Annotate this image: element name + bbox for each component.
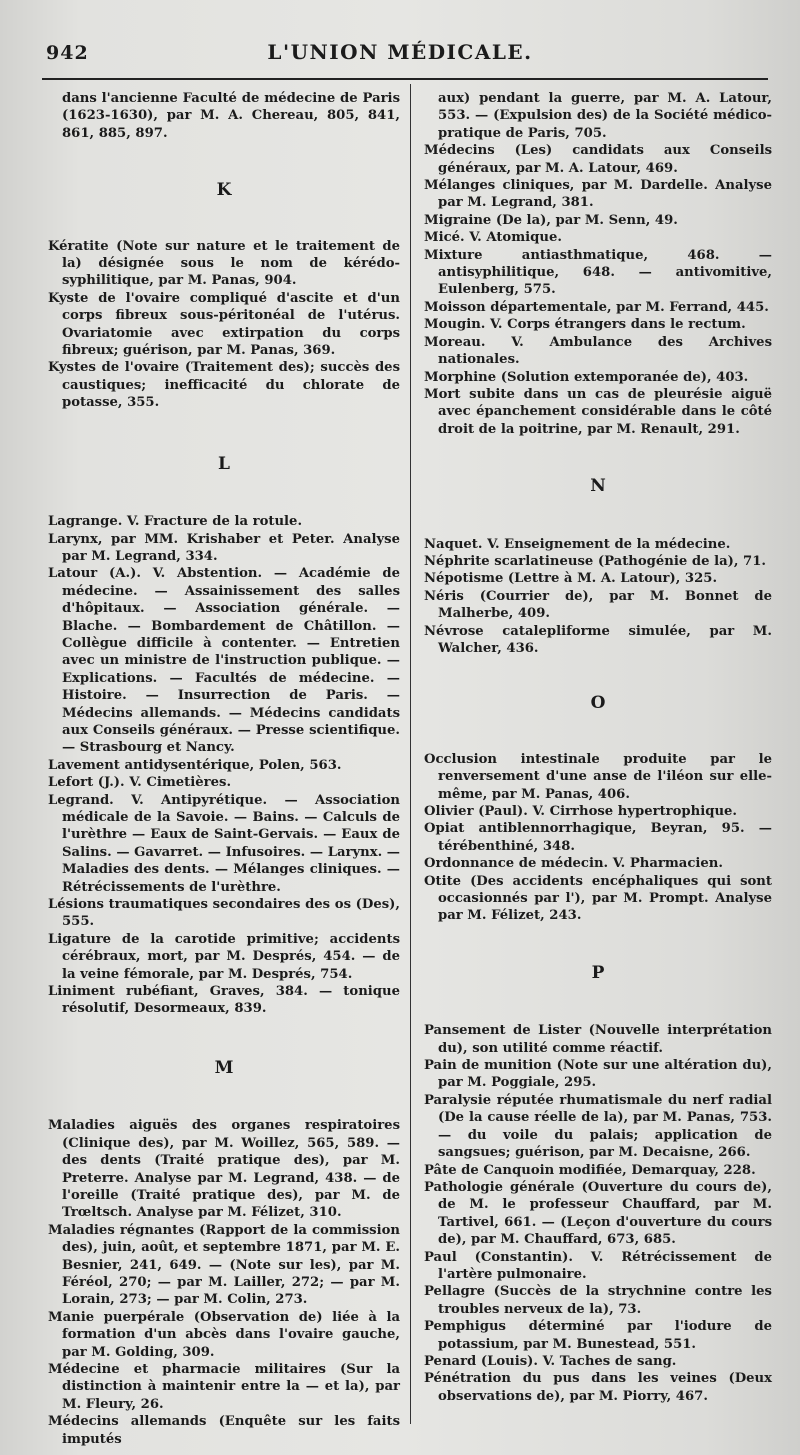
index-entry: Médecins (Les) candidats aux Conseils généraux, par M. A. Latour, 469. xyxy=(424,143,772,176)
column-divider xyxy=(410,84,411,1424)
index-entry: Lagrange. V. Fracture de la rotule. xyxy=(48,514,303,530)
index-entry: Legrand. V. Antipyrétique. — Association médicale de la Savoie. — Bains. — Calculs de l'urèthre — Eaux de Saint-Gervais. — Eaux de Salins. — Gavarret. — Infusoires. — Larynx. — Maladies des dents. — Mélanges cliniques. — Rétrécissements de l'urèthre. xyxy=(48,792,400,895)
section-letter-o: O xyxy=(590,693,606,714)
index-entry: Naquet. V. Enseignement de la médecine. xyxy=(424,536,731,552)
index-entry: Lavement antidysentérique, Polen, 563. xyxy=(48,757,342,773)
index-entry: Maladies aiguës des organes respiratoires (Clinique des), par M. Woillez, 565, 589. — des dents (Traité pratique des), par M. Preterre. Analyse par M. Legrand, 438. — de l'oreille (Traité pratique des), par M. de Trœltsch. Analyse par M. Félizet, 310. xyxy=(48,1118,400,1221)
index-entry: Occlusion intestinale produite par le renversement d'une anse de l'iléon sur elle-même, par M. Panas, 406. xyxy=(424,751,772,802)
index-entry: Pâte de Canquoin modifiée, Demarquay, 228. xyxy=(424,1162,756,1178)
index-entry: Kyste de l'ovaire compliqué d'ascite et d'un corps fibreux sous-péritonéal de l'utérus. Ovariatomie avec extirpation du corps fibreux; guérison, par M. Panas, 369. xyxy=(48,290,400,359)
index-entry: aux) pendant la guerre, par M. A. Latour, 553. — (Expulsion des) de la Société médico-pratique de Paris, 705. xyxy=(438,91,772,141)
index-entry: Manie puerpérale (Observation de) liée à la formation d'un abcès dans l'ovaire gauche, par M. Golding, 309. xyxy=(48,1309,400,1360)
index-entry: Lefort (J.). V. Cimetières. xyxy=(48,775,232,791)
index-entry: Mélanges cliniques, par M. Dardelle. Analyse par M. Legrand, 381. xyxy=(424,178,772,211)
index-entry: dans l'ancienne Faculté de médecine de Paris (1623-1630), par M. A. Chereau, 805, 841, 861, 885, 897. xyxy=(62,91,400,141)
index-entry: Micé. V. Atomique. xyxy=(424,230,562,246)
right-column xyxy=(424,90,772,1405)
index-entry: Paralysie réputée rhumatismale du nerf radial (De la cause réelle de la), par M. Panas, 753. — du voile du palais; application de sangsues; guérison, par M. Decaisne, 266. xyxy=(424,1092,772,1161)
index-entry: Lésions traumatiques secondaires des os (Des), 555. xyxy=(48,897,400,930)
index-entry: Kératite (Note sur nature et le traitement de la) désignée sous le nom de kérédo-syphilitique, par M. Panas, 904. xyxy=(48,238,400,289)
left-column xyxy=(48,90,400,1448)
index-entry: Névrose catalepliforme simulée, par M. Walcher, 436. xyxy=(424,623,772,656)
page-header xyxy=(0,38,800,78)
index-entry: Penard (Louis). V. Taches de sang. xyxy=(424,1353,677,1369)
index-entry: Opiat antiblennorrhagique, Beyran, 95. — térébenthiné, 348. xyxy=(424,821,772,854)
page-number: 942 xyxy=(46,42,89,64)
index-entry: Pansement de Lister (Nouvelle interprétation du), son utilité comme réactif. xyxy=(424,1023,772,1056)
index-entry: Pathologie générale (Ouverture du cours de), de M. le professeur Chauffard, par M. Tartivel, 661. — (Leçon d'ouverture du cours de), par M. Chauffard, 673, 685. xyxy=(424,1179,772,1248)
index-entry: Mixture antiasthmatique, 468. — antisyphilitique, 648. — antivomitive, Eulenberg, 575. xyxy=(424,247,772,298)
index-entry: Moreau. V. Ambulance des Archives nationales. xyxy=(424,334,772,368)
index-entry: Latour (A.). V. Abstention. — Académie de médecine. — Assainissement des salles d'hôpitaux. — Association générale. — Blache. — Bombardement de Châtillon. — Collègue difficile à contenter. — Entretien avec un ministre de l'instruction publique. — Explications. — Facultés de médecine. — Histoire. — Insurrection de Paris. — Médecins allemands. — Médecins candidats aux Conseils généraux. — Presse scientifique. — Strasbourg et Nancy. xyxy=(48,566,400,756)
section-letter-n: N xyxy=(590,476,606,497)
section-letter-k: K xyxy=(216,180,232,201)
index-entry: Pénétration du pus dans les veines (Deux observations de), par M. Piorry, 467. xyxy=(424,1371,772,1404)
index-entry: Ligature de la carotide primitive; accidents cérébraux, mort, par M. Després, 454. — de la veine fémorale, par M. Després, 754. xyxy=(48,931,400,982)
section-letter-l: L xyxy=(218,453,230,474)
index-entry: Paul (Constantin). V. Rétrécissement de l'artère pulmonaire. xyxy=(424,1249,772,1282)
header-rule xyxy=(42,78,768,80)
index-entry: Népotisme (Lettre à M. A. Latour), 325. xyxy=(424,571,718,587)
index-entry: Néris (Courrier de), par M. Bonnet de Malherbe, 409. xyxy=(424,588,772,622)
index-entry: Olivier (Paul). V. Cirrhose hypertrophique. xyxy=(424,804,738,819)
index-entry: Migraine (De la), par M. Senn, 49. xyxy=(424,212,678,228)
index-entry: Otite (Des accidents encéphaliques qui sont occasionnés par l'), par M. Prompt. Analyse par M. Félizet, 243. xyxy=(424,873,772,924)
index-entry: Mougin. V. Corps étrangers dans le rectum. xyxy=(424,317,746,333)
index-entry: Liniment rubéfiant, Graves, 384. — tonique résolutif, Desormeaux, 839. xyxy=(48,984,400,1017)
section-letter-m: M xyxy=(214,1057,234,1078)
section-letter-p: P xyxy=(591,962,605,983)
index-entry: Médecins allemands (Enquête sur les faits imputés xyxy=(48,1414,400,1447)
index-entry: Kystes de l'ovaire (Traitement des); succès des caustiques; inefficacité du chlorate de potasse, 355. xyxy=(48,360,400,411)
index-entry: Larynx, par MM. Krishaber et Peter. Analyse par M. Legrand, 334. xyxy=(48,531,400,564)
index-entry: Pemphigus déterminé par l'iodure de potassium, par M. Bunestead, 551. xyxy=(424,1319,772,1352)
index-entry: Morphine (Solution extemporanée de), 403. xyxy=(424,369,749,385)
index-entry: Pain de munition (Note sur une altération du), par M. Poggiale, 295. xyxy=(424,1058,772,1091)
index-entry: Médecine et pharmacie militaires (Sur la distinction à maintenir entre la — et la), par M. Fleury, 26. xyxy=(48,1361,400,1412)
index-entry: Maladies régnantes (Rapport de la commission des), juin, août, et septembre 1871, par M. E. Besnier, 241, 649. — (Note sur les), par M. Féréol, 270; — par M. Lailler, 272; — par M. Lorain, 273; — par M. Colin, 273. xyxy=(48,1222,400,1308)
running-title: L'UNION MÉDICALE. xyxy=(267,40,533,64)
index-entry: Mort subite dans un cas de pleurésie aiguë avec épanchement considérable dans le côté droit de la poitrine, par M. Renault, 291. xyxy=(424,386,772,437)
index-entry: Ordonnance de médecin. V. Pharmacien. xyxy=(424,856,723,872)
index-entry: Néphrite scarlatineuse (Pathogénie de la), 71. xyxy=(424,553,766,569)
index-entry: Pellagre (Succès de la strychnine contre les troubles nerveux de la), 73. xyxy=(424,1284,772,1317)
index-entry: Moisson départementale, par M. Ferrand, 445. xyxy=(424,299,769,315)
